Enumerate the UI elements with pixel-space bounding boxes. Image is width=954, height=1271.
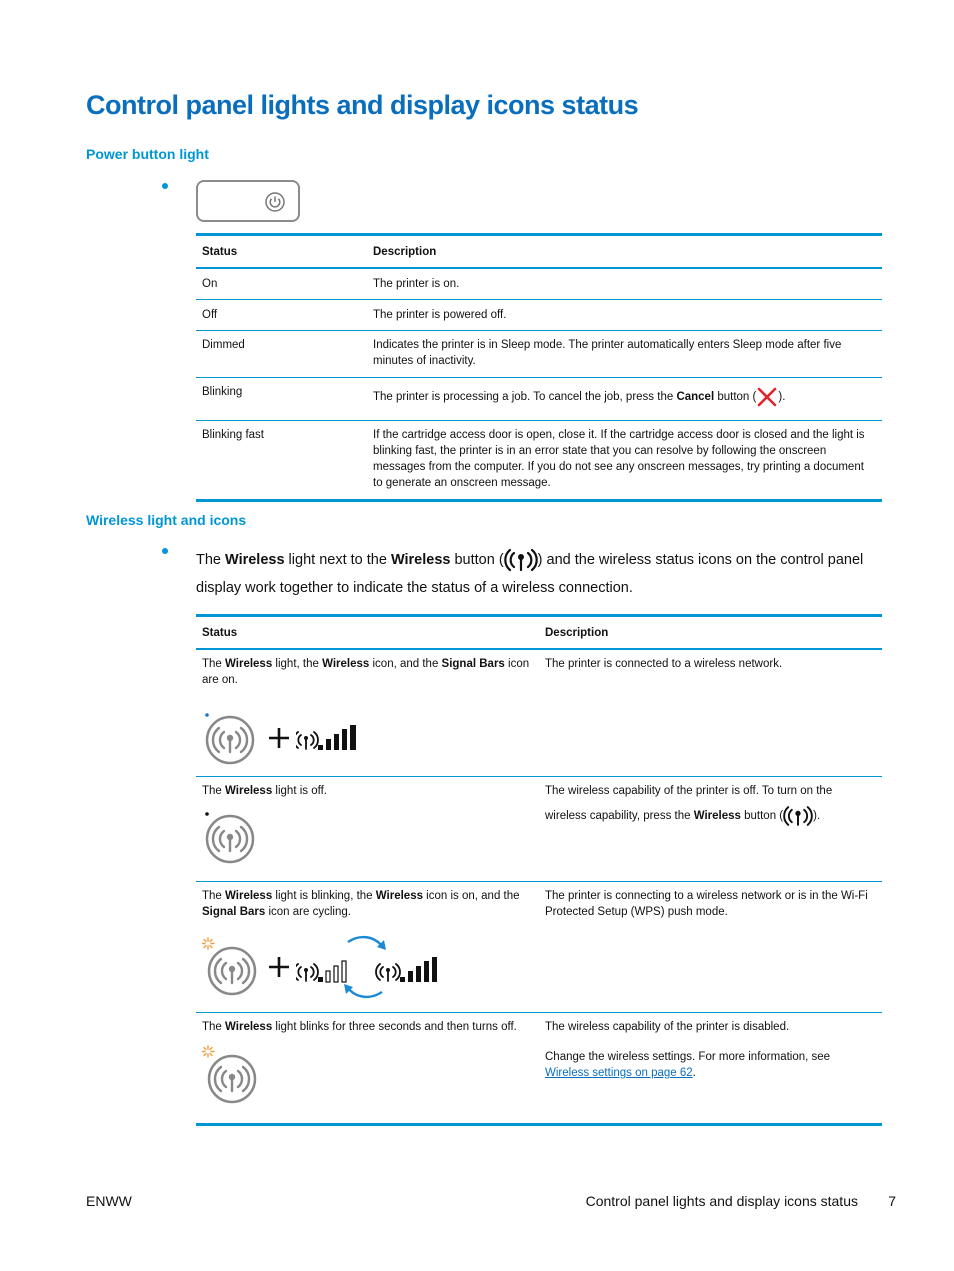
power-section-heading: Power button light: [86, 146, 209, 162]
desc-text: button (: [714, 391, 757, 404]
status-cell: [196, 777, 539, 882]
status-text: The Wireless light blinks for three seconds and then turns off.: [202, 1021, 517, 1033]
wireless-off-illustration: [202, 809, 533, 865]
plus-icon: [268, 956, 290, 978]
description-cell: If the cartridge access door is open, close it. If the cartridge access door is closed and the light is blinking fast, the printer is in an error state that you can resolve by following the onscreen messages from the computer. If you do not see any onscreen messages, try printing a document to generate an onscreen message.: [373, 429, 865, 489]
wireless-light-blinking-icon: [202, 937, 262, 997]
desc-text: The wireless capability of the printer is off. To turn on the wireless capability, press the: [545, 785, 833, 823]
description-cell: [539, 777, 882, 882]
intro-text: The: [196, 552, 226, 568]
wireless-button-icon: [783, 804, 813, 828]
plus-icon: [268, 727, 290, 749]
intro-text: button (: [450, 552, 504, 568]
wireless-status-table: [196, 614, 882, 1126]
table-row: [196, 378, 882, 421]
table-row: [196, 649, 882, 777]
status-cell: Blinking fast: [202, 429, 265, 441]
bullet: [162, 183, 168, 189]
signal-bars-cycling-icon: [296, 934, 446, 1000]
table-row: [196, 268, 882, 300]
wireless-intro-paragraph: [196, 546, 886, 602]
wireless-disabled-illustration: [202, 1045, 533, 1105]
intro-text: ) and the wireless status icons on the control panel display work together to indicate the status of a wireless connection.: [196, 552, 864, 596]
desc-text: button (: [740, 810, 784, 823]
status-text: The Wireless light, the Wireless icon, and the Signal Bars icon are on.: [202, 658, 530, 686]
page-number: 7: [888, 1193, 896, 1209]
signal-bars-icon: [296, 724, 360, 752]
status-cell: [196, 882, 539, 1013]
desc-text: Change the wireless settings. For more information, see Wireless settings on page 62.: [545, 1051, 831, 1079]
column-header-status: Status: [196, 616, 539, 650]
intro-bold: Wireless: [390, 552, 451, 568]
desc-text: ).: [778, 391, 786, 404]
wireless-connecting-illustration: [202, 934, 533, 1000]
status-cell: [196, 649, 539, 777]
status-text: The Wireless light is blinking, the Wireless icon is on, and the Signal Bars icon are cycling.: [202, 890, 520, 918]
description-cell: Indicates the printer is in Sleep mode. The printer automatically enters Sleep mode after five minutes of inactivity.: [367, 331, 882, 378]
table-row: [196, 300, 882, 331]
status-cell: On: [196, 268, 367, 300]
power-status-table: [196, 233, 882, 502]
page-title: Control panel lights and display icons status: [86, 90, 639, 120]
column-header-description: Description: [539, 616, 882, 650]
status-cell: Off: [196, 300, 367, 331]
description-cell: The printer is connecting to a wireless network or is in the Wi-Fi Protected Setup (WPS) push mode.: [539, 882, 882, 1013]
power-icon: [264, 191, 286, 213]
table-row: [196, 421, 882, 501]
description-cell: The printer is connected to a wireless network.: [539, 649, 882, 777]
intro-bold: Wireless: [225, 552, 285, 568]
column-header-status: Status: [196, 235, 367, 269]
description-cell: [367, 378, 882, 421]
table-row: [196, 777, 882, 882]
status-cell: Blinking: [196, 378, 367, 421]
wireless-light-on-icon: [202, 710, 262, 766]
wireless-connected-illustration: [202, 710, 533, 766]
table-row: [196, 882, 882, 1013]
intro-text: light next to the: [284, 552, 391, 568]
wireless-button-icon: [504, 547, 538, 573]
status-text: The Wireless light is off.: [202, 785, 327, 797]
description-cell: The printer is on.: [367, 268, 882, 300]
footer-title: Control panel lights and display icons status: [585, 1193, 858, 1209]
desc-text: The wireless capability of the printer is disabled.: [545, 1021, 790, 1033]
wireless-settings-link[interactable]: Wireless settings on page 62: [545, 1067, 693, 1079]
description-cell: The printer is powered off.: [367, 300, 882, 331]
status-cell: Dimmed: [196, 331, 367, 378]
table-row: [196, 1013, 882, 1125]
power-button-illustration: [196, 180, 300, 222]
cancel-label: Cancel: [676, 391, 715, 404]
cancel-x-icon: [756, 387, 778, 407]
column-header-description: Description: [367, 235, 882, 269]
wireless-light-off-icon: [202, 809, 262, 865]
desc-text: ).: [813, 810, 821, 823]
wireless-light-blinking-icon: [202, 1045, 262, 1105]
desc-text: The printer is processing a job. To cancel the job, press the: [373, 391, 677, 404]
desc-bold: Wireless: [693, 810, 741, 823]
bullet: [162, 548, 168, 554]
table-row: [196, 331, 882, 378]
status-cell: [196, 1013, 539, 1125]
description-cell: [539, 1013, 882, 1125]
wireless-section-heading: Wireless light and icons: [86, 512, 247, 528]
footer-left: ENWW: [86, 1193, 132, 1209]
